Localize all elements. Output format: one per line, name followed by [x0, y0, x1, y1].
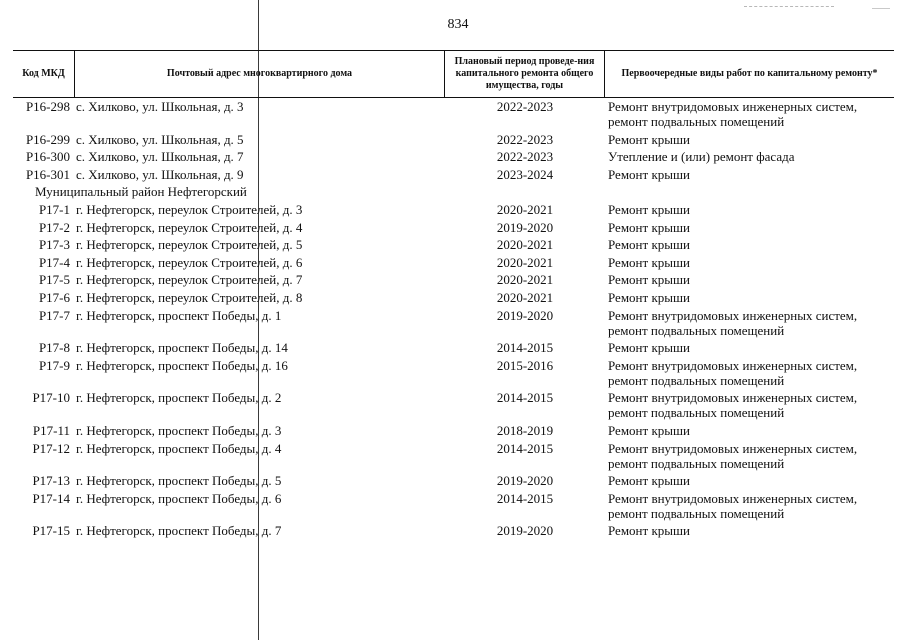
row-works: Ремонт внутридомовых инженерных систем, ремонт подвальных помещений: [608, 490, 858, 521]
row-code: P17-5: [38, 272, 70, 288]
row-address: с. Хилково, ул. Школьная, д. 3: [76, 99, 244, 114]
row-code: P17-13: [32, 473, 70, 489]
table-row: [13, 99, 894, 129]
row-address: г. Нефтегорск, проспект Победы, д. 16: [76, 357, 288, 373]
row-works: Ремонт внутридомовых инженерных систем, ремонт подвальных помещений: [608, 99, 858, 129]
row-period: 2020-2021: [496, 289, 554, 305]
table-row: [13, 290, 894, 305]
table-row: [13, 491, 894, 521]
row-works: Ремонт крыши: [608, 237, 690, 253]
row-address: г. Нефтегорск, проспект Победы, д. 2: [76, 390, 282, 406]
header-works: Первоочередные виды работ по капитальному ремонту*: [621, 68, 878, 79]
table-row: [13, 423, 894, 438]
row-works: Ремонт крыши: [608, 219, 690, 235]
table-row: [13, 220, 894, 235]
row-period: 2015-2016: [496, 357, 554, 373]
row-period: 2022-2023: [496, 149, 554, 165]
row-period: 2019-2020: [496, 523, 554, 539]
row-code: P16-299: [25, 131, 70, 147]
row-code: P17-2: [38, 219, 70, 235]
row-period: 2014-2015: [496, 490, 554, 506]
row-works: Ремонт крыши: [608, 272, 690, 288]
header-period: Плановый период проведе-ния капитального ремонта общего имущества, годы: [445, 51, 605, 97]
row-code: P17-14: [32, 490, 70, 506]
row-address: г. Нефтегорск, проспект Победы, д. 3: [76, 422, 282, 438]
row-code: P17-6: [38, 289, 70, 305]
row-code: P16-300: [25, 149, 70, 165]
table-row: [13, 441, 894, 471]
header-code: Код МКД: [13, 51, 75, 97]
row-works: Ремонт крыши: [608, 340, 690, 356]
row-address: с. Хилково, ул. Школьная, д. 7: [76, 149, 244, 165]
row-period: 2014-2015: [496, 440, 554, 456]
row-works: Ремонт внутридомовых инженерных систем, ремонт подвальных помещений: [608, 307, 858, 338]
row-period: 2020-2021: [496, 254, 554, 270]
row-address: г. Нефтегорск, переулок Строителей, д. 5: [76, 237, 303, 253]
row-period: 2019-2020: [496, 307, 554, 323]
row-period: 2019-2020: [496, 219, 554, 235]
row-address: г. Нефтегорск, проспект Победы, д. 5: [76, 473, 282, 489]
table-row: [13, 132, 894, 147]
row-period: 2018-2019: [496, 422, 554, 438]
row-works: Ремонт внутридомовых инженерных систем, ремонт подвальных помещений: [608, 357, 858, 388]
table-row: [13, 340, 894, 355]
row-code: P17-1: [38, 201, 70, 217]
row-works: Ремонт крыши: [608, 254, 690, 270]
header-address: Почтовый адрес многоквартирного дома: [75, 51, 445, 97]
row-period: 2014-2015: [496, 340, 554, 356]
table-body: [13, 99, 894, 541]
row-works: Ремонт внутридомовых инженерных систем, ремонт подвальных помещений: [608, 390, 858, 421]
row-address: г. Нефтегорск, переулок Строителей, д. 8: [76, 289, 303, 305]
table-row: [13, 308, 894, 338]
row-works: Ремонт внутридомовых инженерных систем, ремонт подвальных помещений: [608, 440, 858, 471]
table-header: [13, 50, 894, 98]
row-address: г. Нефтегорск, проспект Победы, д. 14: [76, 340, 288, 356]
row-code: P17-10: [32, 390, 70, 406]
table-row: [13, 358, 894, 388]
row-code: P17-3: [38, 237, 70, 253]
row-address: с. Хилково, ул. Школьная, д. 9: [76, 166, 244, 182]
row-period: 2023-2024: [496, 166, 554, 182]
row-code: P17-11: [32, 422, 70, 438]
row-period: 2014-2015: [496, 390, 554, 406]
row-works: Ремонт крыши: [608, 289, 690, 305]
table-row: [13, 473, 894, 488]
row-works: Ремонт крыши: [608, 201, 690, 217]
row-address: г. Нефтегорск, проспект Победы, д. 7: [76, 523, 282, 539]
row-period: 2020-2021: [496, 237, 554, 253]
table-row: [13, 255, 894, 270]
row-code: P17-15: [32, 523, 70, 539]
row-works: Ремонт крыши: [608, 422, 690, 438]
row-address: г. Нефтегорск, переулок Строителей, д. 3: [76, 201, 303, 217]
row-code: P17-8: [38, 340, 70, 356]
row-period: 2022-2023: [496, 131, 554, 147]
table-row: [13, 202, 894, 217]
row-address: г. Нефтегорск, переулок Строителей, д. 6: [76, 254, 303, 270]
scan-mark: [872, 8, 890, 9]
row-address: г. Нефтегорск, переулок Строителей, д. 4: [76, 219, 303, 235]
row-works: Ремонт крыши: [608, 166, 690, 182]
row-period: 2022-2023: [496, 99, 554, 114]
row-works: Ремонт крыши: [608, 473, 690, 489]
row-code: P17-7: [38, 307, 70, 323]
district-heading: Муниципальный район Нефтегорский: [35, 184, 247, 200]
row-code: P16-298: [25, 99, 70, 114]
row-code: P16-301: [25, 166, 70, 182]
page-number: 834: [447, 17, 469, 32]
row-code: P17-4: [38, 254, 70, 270]
row-works: Утепление и (или) ремонт фасада: [608, 149, 795, 165]
row-address: с. Хилково, ул. Школьная, д. 5: [76, 131, 244, 147]
table-row: [13, 237, 894, 252]
row-period: 2020-2021: [496, 272, 554, 288]
table-row: [13, 149, 894, 164]
row-address: г. Нефтегорск, проспект Победы, д. 4: [76, 440, 282, 456]
row-code: P17-12: [32, 440, 70, 456]
table-row: [13, 523, 894, 538]
row-address: г. Нефтегорск, проспект Победы, д. 6: [76, 490, 282, 506]
row-period: 2019-2020: [496, 473, 554, 489]
row-works: Ремонт крыши: [608, 523, 690, 539]
table-row: [13, 167, 894, 182]
row-period: 2020-2021: [496, 201, 554, 217]
scan-mark: [744, 6, 834, 7]
table-row: [13, 390, 894, 420]
row-address: г. Нефтегорск, переулок Строителей, д. 7: [76, 272, 303, 288]
row-works: Ремонт крыши: [608, 131, 690, 147]
row-code: P17-9: [38, 357, 70, 373]
table-row: [13, 272, 894, 287]
row-address: г. Нефтегорск, проспект Победы, д. 1: [76, 307, 282, 323]
